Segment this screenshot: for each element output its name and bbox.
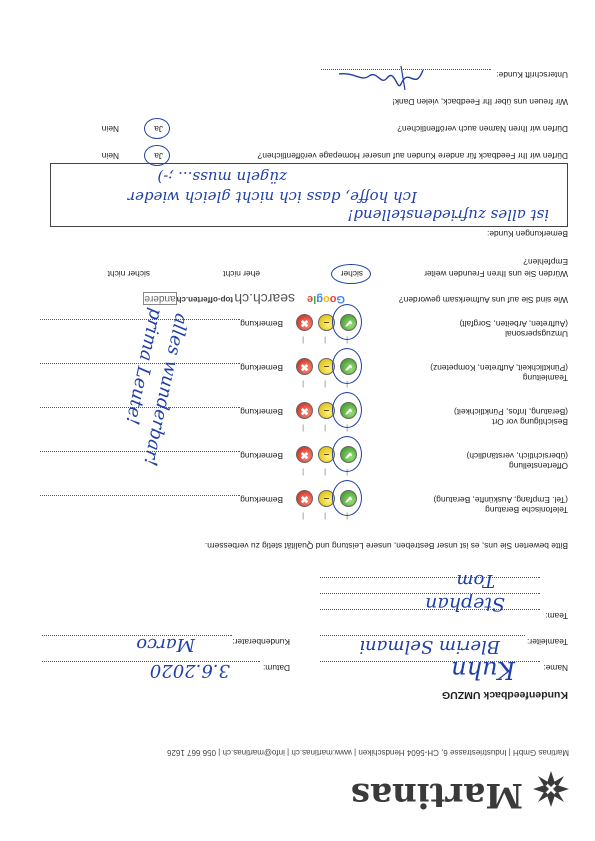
tick-mark: |: [346, 424, 348, 431]
selection-circle: [332, 348, 362, 384]
customer-remark-line-1: ist alles zufriedenstellend!: [347, 206, 549, 224]
customer-remark-line-2: Ich hoffe, dass ich nicht gleich wieder: [127, 188, 417, 206]
thumbs-up-icon[interactable]: ✔: [340, 314, 357, 331]
rating-detail: (Auftreten, Arbeiten, Sorgfalt): [459, 319, 568, 329]
tick-mark: |: [346, 336, 348, 343]
customer-remarks-label: Bemerkungen Kunde:: [486, 229, 568, 239]
tick-mark: |: [324, 336, 326, 343]
selection-circle: [332, 304, 362, 340]
name-publish-yes[interactable]: Ja: [154, 124, 163, 134]
rating-detail: (Pünktlichkeit, Auftreten, Kompetenz): [430, 363, 568, 373]
kundenberater-label: Kundenberater:: [232, 637, 290, 647]
thanks-text: Wir freuen uns über Ihr Feedback, vielen Dank!: [392, 97, 568, 107]
signature-image: [335, 62, 425, 96]
form-title: Kundenfeedback UMZUG: [441, 689, 568, 701]
tick-mark: |: [302, 512, 304, 519]
tick-mark: |: [324, 468, 326, 475]
thumbs-down-icon[interactable]: ✖: [296, 490, 313, 507]
name-publish-yes-circle: [144, 118, 170, 139]
remark-label: Bemerkung: [240, 451, 283, 461]
tick-mark: |: [302, 336, 304, 343]
remark-label: Bemerkung: [240, 319, 283, 329]
teamleiter-value: Blerim Selmani: [359, 636, 500, 657]
date-value: 3.6.2020: [149, 660, 230, 681]
thumbs-up-icon[interactable]: ✔: [340, 402, 357, 419]
thumbs-sideways-icon[interactable]: –: [318, 358, 335, 375]
homepage-no[interactable]: Nein: [101, 151, 119, 161]
google-option[interactable]: Google: [307, 293, 345, 305]
selection-circle: [332, 392, 362, 428]
martinas-logo-icon: [531, 769, 571, 809]
selection-circle: [332, 480, 362, 516]
remark-label: Bemerkung: [240, 495, 283, 505]
selection-circle: [332, 436, 362, 472]
thumbs-sideways-icon[interactable]: –: [318, 314, 335, 331]
tick-mark: |: [302, 424, 304, 431]
remark-label: Bemerkung: [240, 363, 283, 373]
rating-detail: (übersichtlich, verständlich): [466, 451, 568, 461]
tick-mark: |: [302, 468, 304, 475]
customer-remark-line-3: zügeln muss... ;-): [157, 168, 287, 186]
teamleiter-label: Teamleiter:: [527, 637, 568, 647]
andere-option[interactable]: andere: [144, 293, 176, 304]
rating-title: Telefonische Beratung: [485, 505, 568, 515]
recommend-question-line-2: Empfehlen?: [523, 257, 568, 267]
rating-title: Teamleitung: [522, 373, 568, 383]
customer-remarks-box: [50, 163, 568, 227]
top-offerten-option[interactable]: top-offerten.ch: [176, 295, 233, 304]
team-member-1: Stephan: [425, 593, 505, 615]
tick-mark: |: [324, 380, 326, 387]
handwritten-remark: alles wunderbar! prima Leute!: [121, 306, 192, 468]
brand-name: Martinas: [350, 775, 523, 815]
recommend-option-sicher[interactable]: sicher: [340, 269, 363, 279]
homepage-yes-circle: [144, 145, 170, 166]
tick-mark: |: [346, 380, 348, 387]
name-label: Name:: [543, 663, 568, 673]
homepage-question: Dürfen wir Ihr Feedback für andere Kunden auf unserer Homepage veröffentlichen?: [257, 151, 568, 161]
tick-mark: |: [324, 424, 326, 431]
team-label: Team:: [545, 611, 568, 621]
source-question: Wie sind Sie auf uns Aufmerksam geworden?: [399, 295, 568, 305]
thumbs-sideways-icon[interactable]: –: [318, 402, 335, 419]
rating-title: Offertenstellung: [509, 461, 568, 471]
rating-title: Besichtigung vor Ort: [492, 417, 568, 427]
remark-label: Bemerkung: [240, 407, 283, 417]
name-value: Kuhn: [451, 656, 515, 684]
homepage-yes[interactable]: Ja: [154, 151, 163, 161]
name-publish-no[interactable]: Nein: [101, 124, 119, 134]
signature-label: Unterschrift Kunde:: [496, 70, 568, 80]
thumbs-up-icon[interactable]: ✔: [340, 446, 357, 463]
thumbs-up-icon[interactable]: ✔: [340, 490, 357, 507]
team-line-3: [320, 577, 540, 578]
kundenberater-value: Marco: [136, 634, 195, 655]
thumbs-down-icon[interactable]: ✖: [296, 402, 313, 419]
thumbs-up-icon[interactable]: ✔: [340, 358, 357, 375]
company-address: Martinas GmbH | Industriestrasse 6, CH-5604 Hendschiken | www.martinas.ch | info@martinas.ch | 056 667 1626: [167, 748, 569, 757]
tick-mark: |: [302, 380, 304, 387]
thumbs-down-icon[interactable]: ✖: [296, 314, 313, 331]
thumbs-sideways-icon[interactable]: –: [318, 490, 335, 507]
tick-mark: |: [346, 512, 348, 519]
thumbs-down-icon[interactable]: ✖: [296, 358, 313, 375]
intro-text: Bitte bewerten Sie uns, es ist unser Bestreben, unsere Leistung und Qualität stetig zu verbessern.: [204, 541, 568, 551]
team-member-2: Tom: [456, 570, 495, 591]
tick-mark: |: [346, 468, 348, 475]
search-ch-option[interactable]: search.ch: [234, 291, 295, 307]
rating-detail: (Tel. Empfang, Auskünfte, Beratung): [433, 495, 568, 505]
recommend-option-sicher-nicht[interactable]: sicher nicht: [107, 269, 150, 279]
tick-mark: |: [324, 512, 326, 519]
recommend-question-line-1: Würden Sie uns Ihren Freunden weiter: [424, 269, 568, 279]
date-label: Datum:: [263, 663, 290, 673]
rating-detail: (Beratung, Infos, Pünktlichkeit): [453, 407, 568, 417]
thumbs-sideways-icon[interactable]: –: [318, 446, 335, 463]
recommend-selection-circle: [331, 264, 371, 284]
recommend-option-eher-nicht[interactable]: eher nicht: [223, 269, 260, 279]
rating-title: Umzugspersonal: [505, 329, 568, 339]
name-publish-question: Dürfen wir Ihren Namen auch veröffentlichen?: [397, 124, 568, 134]
thumbs-down-icon[interactable]: ✖: [296, 446, 313, 463]
